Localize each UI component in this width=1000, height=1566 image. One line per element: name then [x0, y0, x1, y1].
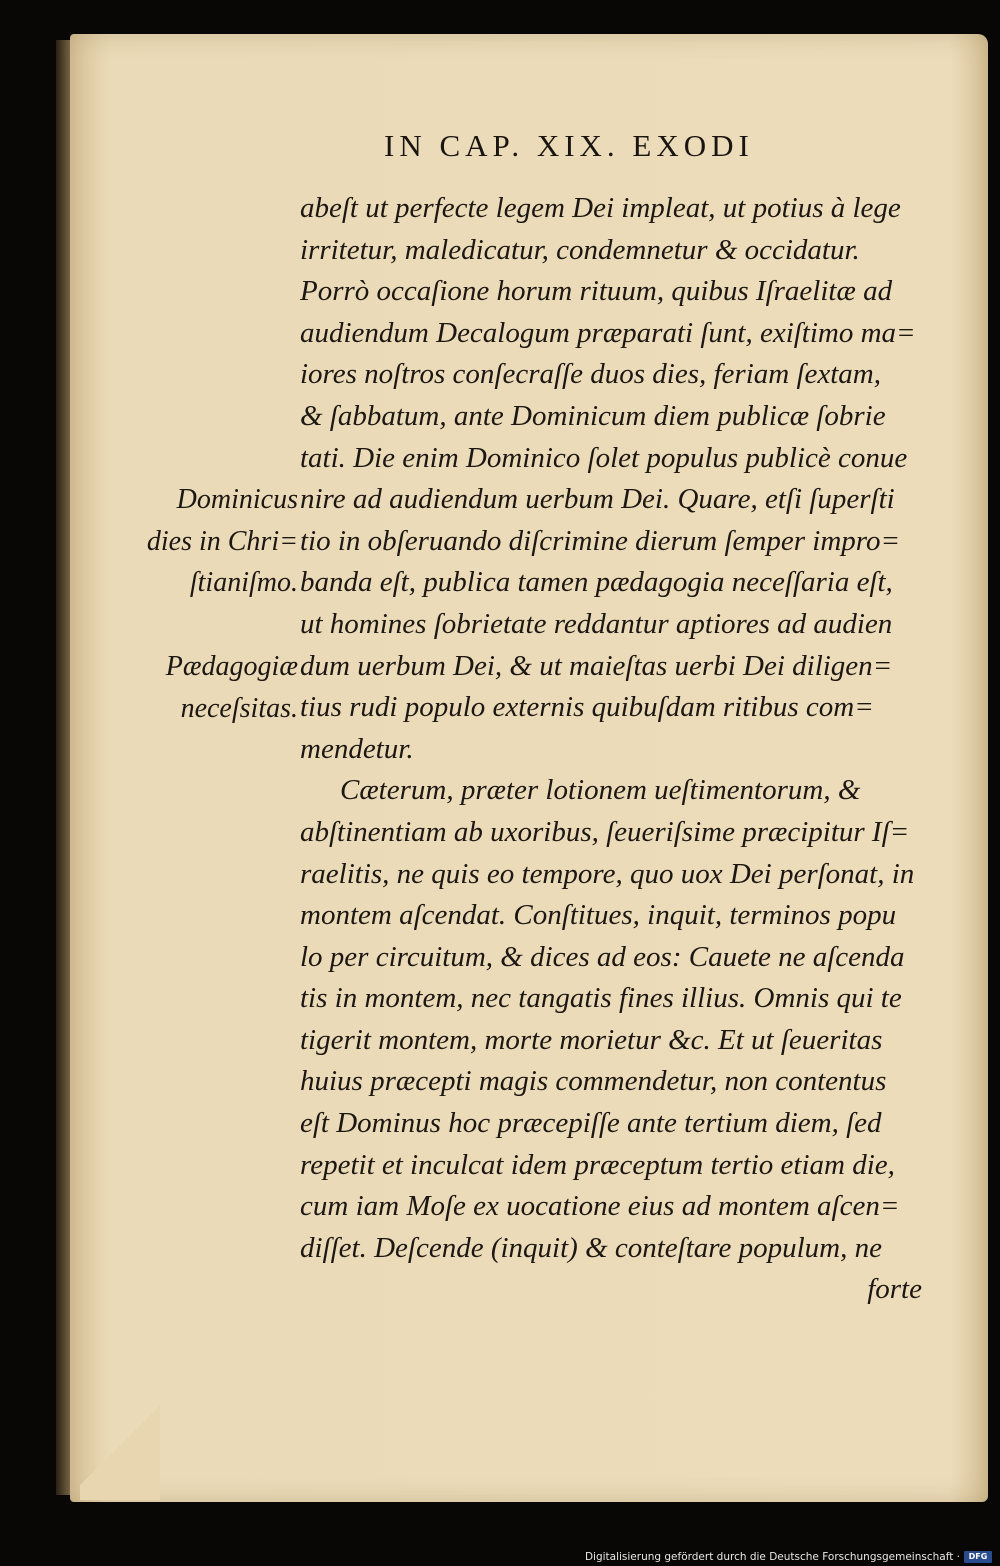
footer-bar — [0, 1548, 1000, 1566]
margin-note-line: Pædagogiæ — [165, 651, 298, 682]
text-line: tio in obſeruando diſcrimine dierum ſemper impro= — [300, 524, 901, 557]
text-line: abſtinentiam ab uxoribus, ſeueriſsime præcipitur Iſ= — [300, 815, 910, 848]
text-line: raelitis, ne quis eo tempore, quo uox Dei perſonat, in — [300, 857, 915, 890]
text-line: cum iam Moſe ex uocatione eius ad montem aſcen= — [300, 1190, 900, 1223]
main-text-block — [300, 188, 928, 1311]
text-line: montem aſcendat. Conſtitues, inquit, terminos popu — [300, 899, 897, 932]
margin-note-paedagogiae — [128, 646, 298, 729]
text-line: mendetur. — [300, 732, 414, 765]
text-line: tati. Die enim Dominico ſolet populus publicè conue — [300, 441, 908, 474]
text-line: repetit et inculcat idem præceptum tertio etiam die, — [300, 1148, 895, 1181]
text-line: Cæterum, præter lotionem ueſtimentorum, & — [340, 774, 861, 807]
text-line: & ſabbatum, ante Dominicum diem publicæ ſobrie — [300, 399, 886, 432]
text-line: banda eſt, publica tamen pædagogia neceſſaria eſt, — [300, 566, 893, 599]
text-line: iores noſtros conſecraſſe duos dies, feriam ſextam, — [300, 358, 881, 391]
text-line: ut homines ſobrietate reddantur aptiores ad audien — [300, 607, 893, 640]
text-line: lo per circuitum, & dices ad eos: Cauete ne aſcenda — [300, 940, 905, 973]
margin-note-line: Dominicus — [176, 484, 298, 515]
text-line: diſſet. Deſcende (inquit) & conteſtare populum, ne — [300, 1231, 882, 1264]
folded-corner — [80, 1390, 160, 1500]
text-line: Porrò occaſione horum rituum, quibus Iſraelitæ ad — [300, 275, 893, 308]
text-line: dum uerbum Dei, & ut maieſtas uerbi Dei diligen= — [300, 649, 893, 682]
margin-note-line: dies in Chri= — [146, 525, 298, 557]
text-line: forte — [867, 1273, 922, 1306]
funding-credit: Digitalisierung gefördert durch die Deutsche Forschungsgemeinschaft · — [584, 1551, 960, 1563]
margin-note-line: neceſsitas. — [180, 692, 298, 724]
text-line: nire ad audiendum uerbum Dei. Quare, etſi ſuperſti — [300, 483, 895, 516]
running-head: IN CAP. XIX. EXODI — [384, 128, 754, 163]
text-line: irritetur, maledicatur, condemnetur & occidatur. — [300, 233, 860, 266]
dfg-logo: DFG — [964, 1551, 992, 1563]
text-line: audiendum Decalogum præparati ſunt, exiſtimo ma= — [300, 316, 916, 349]
margin-note-dominicus — [128, 479, 298, 604]
text-line: tis in montem, nec tangatis fines illius. Omnis qui te — [300, 982, 902, 1015]
text-line: huius præcepti magis commendetur, non contentus — [300, 1065, 887, 1098]
text-line: tius rudi populo externis quibuſdam ritibus com= — [300, 691, 874, 724]
text-line: eſt Dominus hoc præcepiſſe ante tertium diem, ſed — [300, 1107, 882, 1140]
margin-note-line: ſtianiſmo. — [189, 567, 298, 599]
text-line: tigerit montem, morte morietur &c. Et ut ſeueritas — [300, 1023, 883, 1056]
text-line: abeſt ut perfecte legem Dei impleat, ut potius à lege — [300, 192, 901, 224]
